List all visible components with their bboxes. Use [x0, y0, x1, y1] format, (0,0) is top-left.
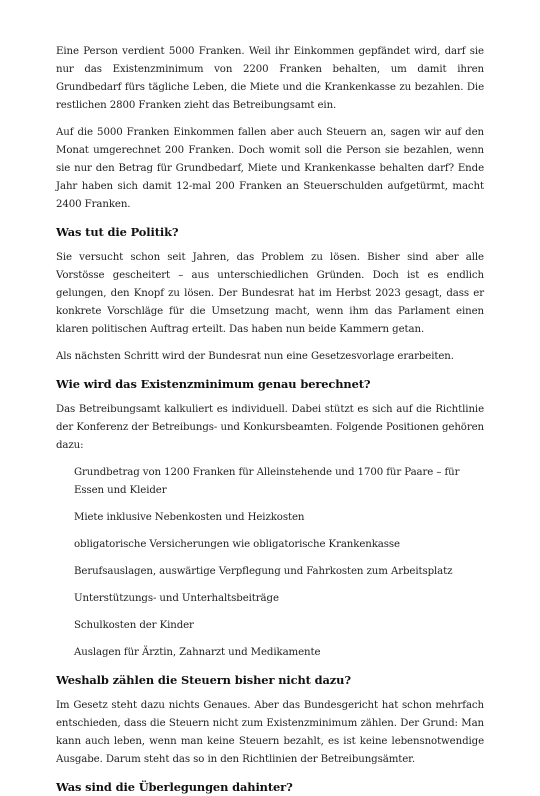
- paragraph-next-step: Als nächsten Schritt wird der Bundesrat nun eine Gesetzesvorlage erarbeiten.: [56, 351, 454, 362]
- heading-considerations: Was sind die Überlegungen dahinter?: [56, 780, 293, 794]
- paragraph-calculation: Das Betreibungsamt kalkuliert es individuell. Dabei stützt es sich auf die Richtlinie der Konferenz der Betreibungs- und Konkursbeamten. Folgende Positionen gehören dazu:: [56, 404, 484, 451]
- paragraph-income-example: Eine Person verdient 5000 Franken. Weil ihr Einkommen gepfändet wird, darf sie nur das Existenzminimum von 2200 Franken behalten, um damit ihren Grundbedarf fürs tägliche Leben, die Miete und die Krankenkasse zu bezahlen. Die restlichen 2800 Franken zieht das Betreibungsamt ein.: [56, 46, 484, 111]
- paragraph-politics: Sie versucht schon seit Jahren, das Problem zu lösen. Bisher sind aber alle Vorstösse gescheitert – aus unterschiedlichen Gründen. Doch ist es endlich gelungen, den Knopf zu lösen. Der Bundesrat hat im Herbst 2023 gesagt, dass er konkrete Vorschläge für die Umsetzung macht, wenn ihm das Parlament einen klaren politischen Auftrag erteilt. Das haben nun beide Kammern getan.: [56, 252, 484, 335]
- list-item: Auslagen für Ärztin, Zahnarzt und Medikamente: [74, 647, 321, 658]
- list-item: Schulkosten der Kinder: [74, 620, 194, 631]
- heading-politics: Was tut die Politik?: [56, 225, 179, 239]
- paragraph-taxes-excluded: Im Gesetz steht dazu nichts Genaues. Aber das Bundesgericht hat schon mehrfach entschieden, dass die Steuern nicht zum Existenzminimum zählen. Der Grund: Man kann auch leben, wenn man keine Steuern bezahlt, es ist keine lebensnotwendige Ausgabe. Darum steht das so in den Richtlinien der Betreibungsämter.: [56, 700, 484, 765]
- list-item: obligatorische Versicherungen wie obligatorische Krankenkasse: [74, 539, 400, 550]
- list-item: Miete inklusive Nebenkosten und Heizkosten: [74, 512, 305, 523]
- paragraph-tax-problem: Auf die 5000 Franken Einkommen fallen aber auch Steuern an, sagen wir auf den Monat umgerechnet 200 Franken. Doch womit soll die Person sie bezahlen, wenn sie nur den Betrag für Grundbedarf, Miete und Krankenkasse behalten darf? Ende Jahr haben sich damit 12-mal 200 Franken an Steuerschulden aufgetürmt, macht 2400 Franken.: [56, 127, 484, 210]
- list-item: Berufsauslagen, auswärtige Verpflegung und Fahrkosten zum Arbeitsplatz: [74, 566, 453, 577]
- list-item: Unterstützungs- und Unterhaltsbeiträge: [74, 593, 279, 604]
- list-item: Grundbetrag von 1200 Franken für Alleinstehende und 1700 für Paare – für Essen und Kleider: [74, 467, 460, 496]
- heading-taxes-excluded: Weshalb zählen die Steuern bisher nicht dazu?: [56, 673, 351, 687]
- positions-list: [56, 464, 484, 662]
- heading-calculation: Wie wird das Existenzminimum genau berechnet?: [56, 377, 371, 391]
